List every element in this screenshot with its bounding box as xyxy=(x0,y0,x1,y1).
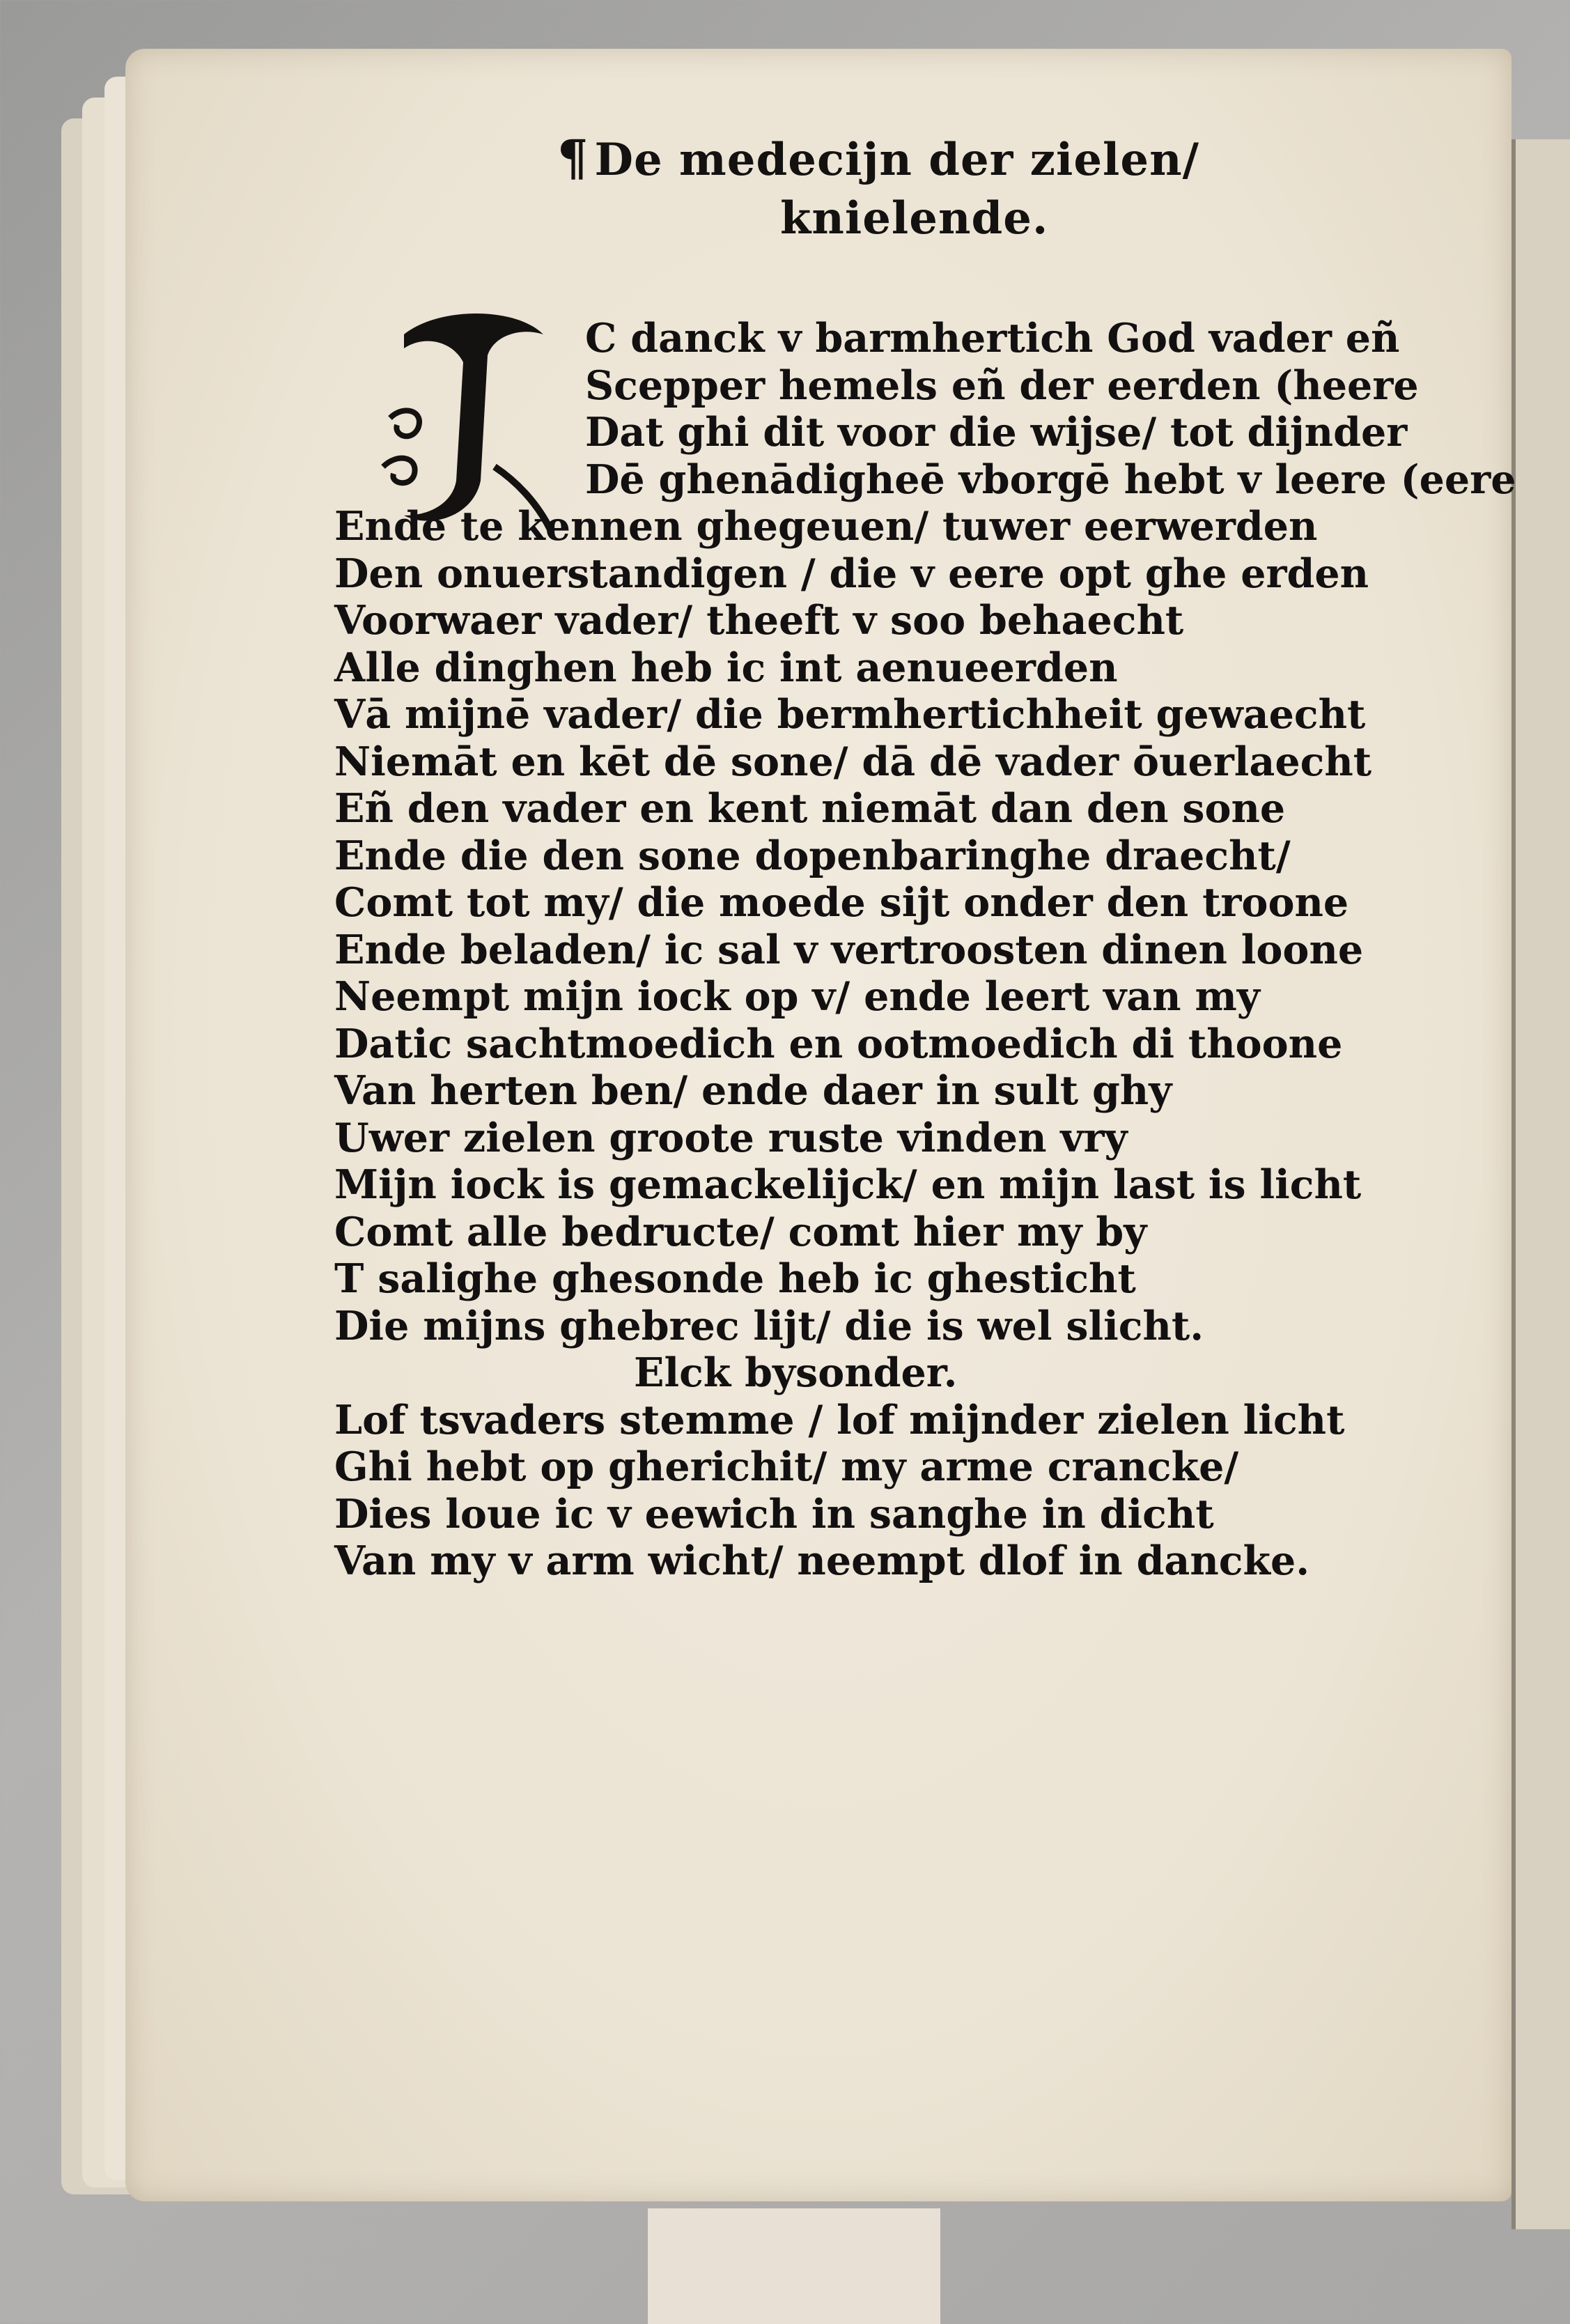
verse-line: Van my v arm wicht/ neempt dlof in dancke. xyxy=(334,1537,1310,1584)
verse-line: Comt tot my/ die moede sijt onder den troone xyxy=(334,879,1349,926)
verse-line: Mijn iock is gemackelijck/ en mijn last is licht xyxy=(334,1161,1362,1208)
verse-line: Comt alle bedructe/ comt hier my by xyxy=(334,1208,1147,1255)
heading-line-2: knielende. xyxy=(780,192,1049,245)
verse-line: Datic sachtmoedich en ootmoedich di thoone xyxy=(334,1020,1343,1067)
heading-line-1: De medecijn der zielen/ xyxy=(594,134,1199,186)
section-heading: Elck bysonder. xyxy=(634,1349,958,1396)
pilcrow-mark: ¶ xyxy=(557,129,589,187)
verse-line: Uwer zielen groote ruste vinden vry xyxy=(334,1114,1128,1161)
verse-line: Die mijns ghebrec lijt/ die is wel slicht. xyxy=(334,1302,1204,1349)
page-heading xyxy=(557,129,1393,248)
verse-line: Lof tsvaders stemme / lof mijnder zielen licht xyxy=(334,1396,1345,1443)
verse-line: Vā mijnē vader/ die bermhertichheit gewaecht xyxy=(334,691,1366,738)
verse-line: Voorwaer vader/ theeft v soo behaecht xyxy=(334,597,1184,644)
verse-line: Ende die den sone dopenbaringhe draecht/ xyxy=(334,832,1291,879)
verse-block xyxy=(334,315,1516,1585)
verse-line: Dat ghi dit voor die wijse/ tot dijnder xyxy=(585,409,1408,456)
verse-line: Den onuerstandigen / die v eere opt ghe erden xyxy=(334,550,1369,597)
verse-line: Neempt mijn iock op v/ ende leert van my xyxy=(334,973,1260,1020)
verse-line: Alle dinghen heb ic int aenueerden xyxy=(334,644,1118,691)
verse-line: Ende beladen/ ic sal v vertroosten dinen loone xyxy=(334,926,1364,973)
verse-line: Dē ghenādigheē vborgē hebt v leere (eere xyxy=(585,456,1516,503)
facing-page-edge xyxy=(1511,139,1570,2229)
verse-line: Niemāt en kēt dē sone/ dā dē vader ōuerlaecht xyxy=(334,738,1372,785)
verse-line: Ghi hebt op gherichit/ my arme crancke/ xyxy=(334,1443,1239,1490)
verse-line: Scepper hemels eñ der eerden (heere xyxy=(585,362,1419,409)
verse-line: C danck v barmhertich God vader eñ xyxy=(585,315,1400,362)
bottom-patch xyxy=(648,2208,940,2324)
verse-line: Dies loue ic v eewich in sanghe in dicht xyxy=(334,1490,1214,1537)
verse-line: Eñ den vader en kent niemāt dan den sone xyxy=(334,785,1286,832)
verse-line: Ende te kennen ghegeuen/ tuwer eerwerden xyxy=(334,503,1318,550)
verse-line: Van herten ben/ ende daer in sult ghy xyxy=(334,1067,1172,1114)
verse-line: T salighe ghesonde heb ic ghesticht xyxy=(334,1255,1136,1302)
